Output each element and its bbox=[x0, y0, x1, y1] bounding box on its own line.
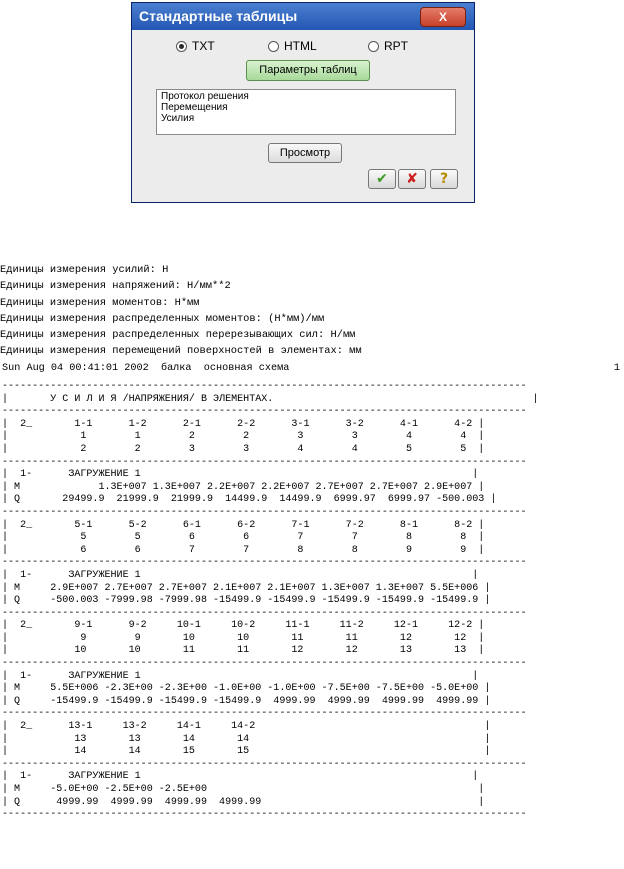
radio-unselected-icon bbox=[268, 41, 279, 52]
dialog-title: Стандартные таблицы bbox=[139, 8, 298, 24]
radio-txt-label: TXT bbox=[192, 39, 215, 53]
standard-tables-dialog bbox=[131, 2, 475, 203]
report-date-line: Sun Aug 04 00:41:01 2002 балка основная схема bbox=[2, 363, 290, 374]
table-params-button[interactable]: Параметры таблиц bbox=[246, 60, 370, 81]
list-item[interactable]: Перемещения bbox=[161, 102, 228, 113]
radio-rpt[interactable] bbox=[368, 39, 408, 53]
units-line: Единицы измерения распределенных перерезывающих сил: Н/мм bbox=[0, 329, 356, 342]
list-item[interactable]: Протокол решения bbox=[161, 91, 249, 102]
ok-button[interactable] bbox=[368, 169, 396, 189]
units-line: Единицы измерения моментов: Н*мм bbox=[0, 296, 200, 309]
tables-list[interactable] bbox=[156, 89, 456, 135]
preview-button[interactable]: Просмотр bbox=[268, 143, 342, 163]
list-item[interactable]: Усилия bbox=[161, 113, 195, 124]
units-block bbox=[0, 262, 362, 360]
radio-html[interactable] bbox=[268, 39, 317, 53]
page-number: 1 bbox=[613, 363, 620, 374]
radio-rpt-label: RPT bbox=[384, 39, 408, 53]
radio-html-label: HTML bbox=[284, 39, 317, 53]
units-line: Единицы измерения перемещений поверхностей в элементах: мм bbox=[0, 345, 362, 358]
close-button[interactable]: X bbox=[420, 7, 466, 27]
units-line: Единицы измерения распределенных моментов: (Н*мм)/мм bbox=[0, 312, 325, 325]
forces-table: --------------------------------------------------------------------------------------- | У С И Л И Я /НАПРЯЖЕНИЯ/ В ЭЛЕМЕНТАХ. | --------------------------------------------------------------------------------------- | 2_ 1-1 1-2 2-1 2-2 3-1 3-2 4-1 4-2 | | 1 1 2 2 3 3 4 4 | | 2 2 3 3 4 4 5 5 | --------------------------------------------------------------------------------------- | 1- ЗАГРУЖЕНИЕ 1 | | M 1.3E+007 1.3E+007 2.2E+007 2.2E+007 2.7E+007 2.7E+007 2.9E+007 | | Q 29499.9 21999.9 21999.9 14499.9 14499.9 6999.97 6999.97 -500.003 | --------------------------------------------------------------------------------------- | 2_ 5-1 5-2 6-1 6-2 7-1 7-2 8-1 8-2 | | 5 5 6 6 7 7 8 8 | | 6 6 7 7 8 8 9 9 | --------------------------------------------------------------------------------------- | 1- ЗАГРУЖЕНИЕ 1 | | M 2.9E+007 2.7E+007 2.7E+007 2.1E+007 2.1E+007 1.3E+007 1.3E+007 5.5E+006 | | Q -500.003 -7999.98 -7999.98 -15499.9 -15499.9 -15499.9 -15499.9 -15499.9 | --------------------------------------------------------------------------------------- | 2_ 9-1 9-2 10-1 10-2 11-1 11-2 12-1 12-2 | | 9 9 10 10 11 11 12 12 | | 10 10 11 11 12 12 13 13 | --------------------------------------------------------------------------------------- | 1- ЗАГРУЖЕНИЕ 1 | | M 5.5E+006 -2.3E+00 -2.3E+00 -1.0E+00 -1.0E+00 -7.5E+00 -7.5E+00 -5.0E+00 | | Q -15499.9 -15499.9 -15499.9 -15499.9 4999.99 4999.99 4999.99 4999.99 | --------------------------------------------------------------------------------------- | 2_ 13-1 13-2 14-1 14-2 | | 13 13 14 14 | | 14 14 15 15 | --------------------------------------------------------------------------------------- | 1- ЗАГРУЖЕНИЕ 1 | | M -5.0E+00 -2.5E+00 -2.5E+00 | | Q 4999.99 4999.99 4999.99 4999.99 | --------------------------------------------------------------------------------------- bbox=[2, 381, 539, 821]
radio-selected-icon bbox=[176, 41, 187, 52]
help-button[interactable] bbox=[430, 169, 458, 189]
cross-icon: ✘ bbox=[406, 171, 418, 187]
radio-unselected-icon bbox=[368, 41, 379, 52]
units-line: Единицы измерения напряжений: Н/мм**2 bbox=[0, 280, 231, 293]
question-icon: ? bbox=[439, 171, 449, 187]
dialog-title-bar[interactable] bbox=[132, 3, 474, 30]
units-line: Единицы измерения усилий: Н bbox=[0, 264, 169, 276]
radio-txt[interactable] bbox=[176, 39, 215, 53]
checkmark-icon: ✔ bbox=[376, 171, 388, 187]
cancel-button[interactable] bbox=[398, 169, 426, 189]
